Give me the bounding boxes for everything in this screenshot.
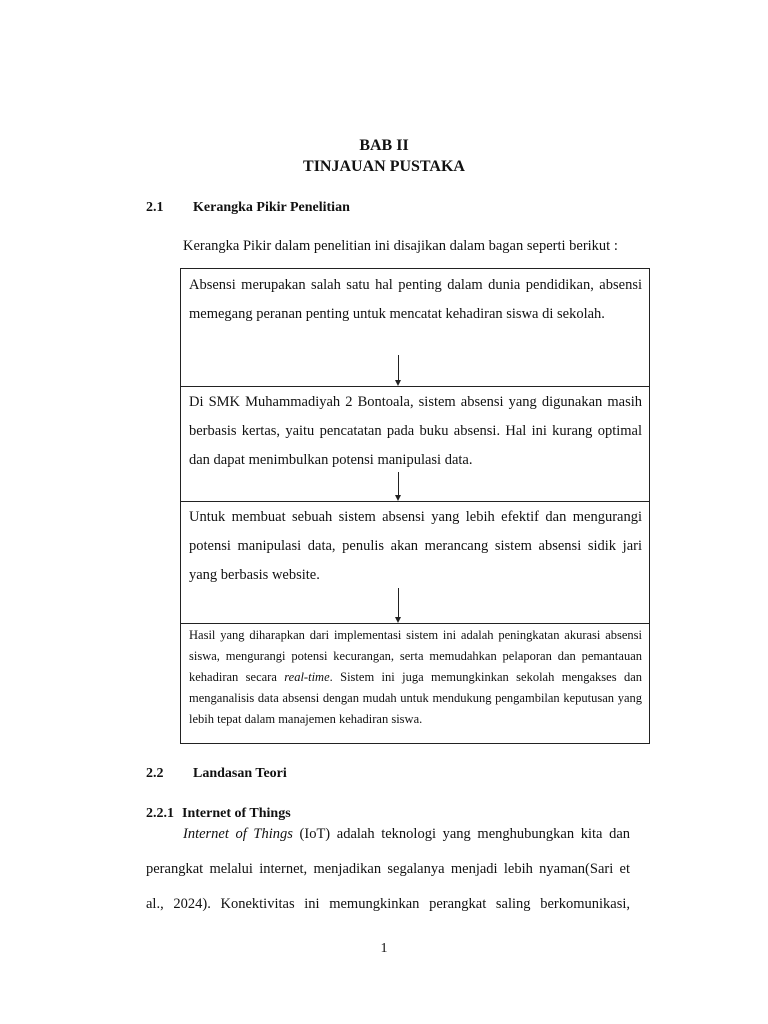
flow-arrow-2 (398, 472, 399, 496)
section-number: 2.1 (146, 200, 164, 215)
paragraph-line-3: al., 2024). Konektivitas ini memungkinkan perangkat saling berkomunikasi, (146, 896, 630, 912)
flow-box-2 (180, 386, 650, 502)
subsection-title: Internet of Things (182, 806, 291, 821)
chapter-title: TINJAUAN PUSTAKA (303, 158, 465, 175)
flow-box-3 (180, 501, 650, 624)
flow-box-4-text (181, 625, 649, 730)
chapter-label: BAB II (359, 137, 409, 154)
flow-box-3-text: Untuk membuat sebuah sistem absensi yang lebih efektif dan mengurangi potensi manipulasi data, penulis akan merancang sistem absensi sidik jari yang berbasis website. (189, 509, 642, 583)
paragraph-line-1 (183, 817, 630, 852)
page-number: 1 (380, 941, 388, 956)
flow-box-4-italic: real-time (284, 670, 330, 684)
flow-box-1 (180, 268, 650, 387)
paragraph-line-2: perangkat melalui internet, menjadikan segalanya menjadi lebih nyaman(Sari et (146, 861, 630, 877)
paragraph-line-1-rest: (IoT) adalah teknologi yang menghubungkan kita dan (292, 826, 630, 842)
flow-box-4 (180, 623, 650, 744)
italic-term: Internet of Things (183, 826, 293, 842)
section-title: Kerangka Pikir Penelitian (193, 200, 350, 215)
flow-box-1-text: Absensi merupakan salah satu hal penting dalam dunia pendidikan, absensi memegang peranan penting untuk mencatat kehadiran siswa di sekolah. (189, 277, 642, 322)
flow-box-4-text-part2: . Sistem ini juga memungkinkan sekolah mengakses dan menganalisis data absensi dengan mudah untuk mendukung pengambilan keputusan yang lebih tepat dalam manajemen kehadiran siswa. (189, 670, 643, 726)
flow-box-2-text: Di SMK Muhammadiyah 2 Bontoala, sistem absensi yang digunakan masih berbasis kertas, yaitu pencatatan pada buku absensi. Hal ini kurang optimal dan dapat menimbulkan potensi manipulasi data. (189, 394, 642, 468)
section-number: 2.2 (146, 766, 164, 781)
flow-box-4-text-part1: Hasil yang diharapkan dari implementasi sistem ini adalah peningkatan akurasi absensi siswa, mengurangi potensi kecurangan, serta memudahkan pelaporan dan pemantauan kehadiran secara (189, 628, 642, 684)
section-title: Landasan Teori (193, 766, 287, 781)
flow-arrow-3 (398, 588, 399, 618)
subsection-number: 2.2.1 (146, 806, 174, 821)
intro-text: Kerangka Pikir dalam penelitian ini disajikan dalam bagan seperti berikut : (183, 238, 618, 254)
flow-arrow-1 (398, 355, 399, 381)
